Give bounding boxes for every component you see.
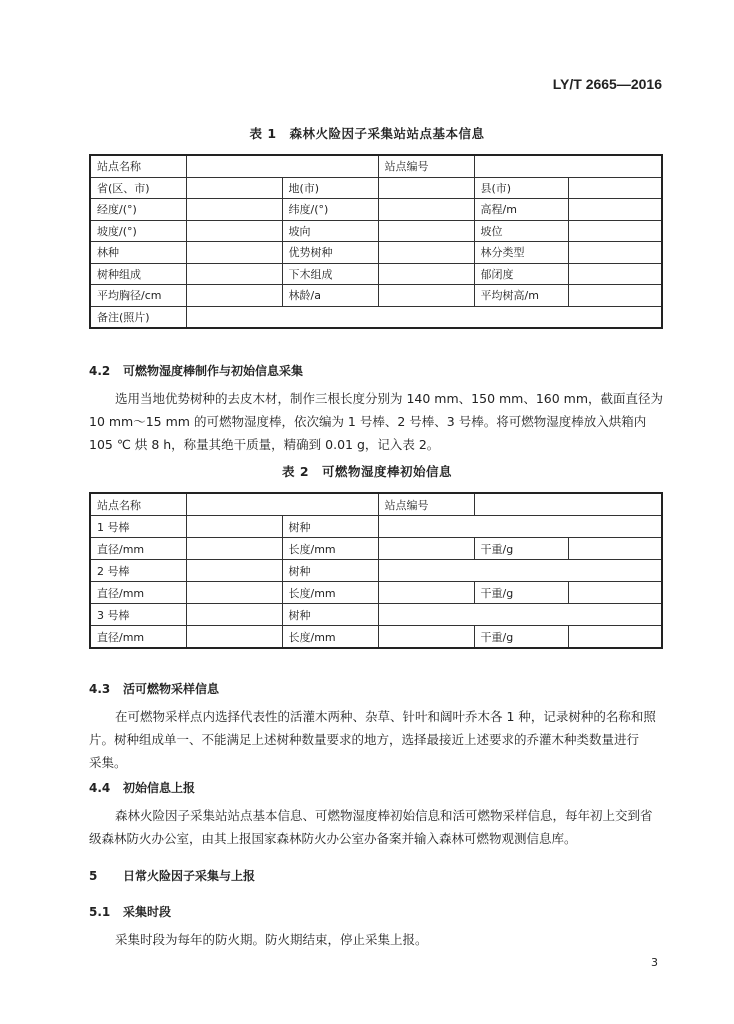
table-cell-label: 干重/g (474, 626, 568, 649)
table-cell-value (186, 516, 282, 538)
section-title: 可燃物湿度棒制作与初始信息采集 (123, 364, 304, 378)
table-cell-value (568, 263, 662, 285)
section-number: 4.4 (89, 781, 111, 795)
table-cell-label: 站点名称 (90, 493, 186, 516)
table-cell-value (378, 177, 474, 199)
table-cell-label: 站点编号 (378, 493, 474, 516)
table-cell-label: 林分类型 (474, 242, 568, 264)
table-cell-label: 树种 (282, 604, 378, 626)
table-row (90, 582, 662, 604)
table-cell-value (378, 516, 662, 538)
table-cell-label: 平均树高/m (474, 285, 568, 307)
table-cell-value (186, 263, 282, 285)
paragraph-5-1 (89, 928, 661, 951)
table-cell-label: 长度/mm (282, 582, 378, 604)
table-cell-label: 直径/mm (90, 538, 186, 560)
table-cell-value (568, 220, 662, 242)
section-title: 日常火险因子采集与上报 (123, 869, 256, 883)
table-row (90, 177, 662, 199)
paragraph-line: 采集。 (89, 755, 127, 770)
table-cell-label: 直径/mm (90, 582, 186, 604)
table-row (90, 306, 662, 328)
table-cell-value (568, 177, 662, 199)
table-cell-label: 地(市) (282, 177, 378, 199)
table-cell-label: 坡度/(°) (90, 220, 186, 242)
table-cell-label: 平均胸径/cm (90, 285, 186, 307)
section-number: 5 (89, 869, 98, 883)
section-number: 4.3 (89, 682, 111, 696)
table-cell-value (568, 538, 662, 560)
table-cell-value (186, 626, 282, 649)
table-cell-label: 1 号棒 (90, 516, 186, 538)
table-row (90, 538, 662, 560)
table-cell-value (568, 242, 662, 264)
table-cell-label: 备注(照片) (90, 306, 186, 328)
table-cell-label: 站点编号 (378, 155, 474, 177)
table-cell-label: 站点名称 (90, 155, 186, 177)
table-cell-value (378, 626, 474, 649)
paragraph-line: 级森林防火办公室，由其上报国家森林防火办公室办备案并输入森林可燃物观测信息库。 (89, 831, 577, 846)
section-heading-4-4 (89, 779, 195, 796)
section-number: 5.1 (89, 905, 111, 919)
table-row (90, 560, 662, 582)
table-cell-label: 坡位 (474, 220, 568, 242)
paragraph-line: 在可燃物采样点内选择代表性的活灌木两种、杂草、针叶和阔叶乔木各 1 种，记录树种的名称和照 (115, 709, 656, 724)
table-cell-value (378, 242, 474, 264)
paragraph-4-3 (89, 705, 661, 774)
table-cell-label: 纬度/(°) (282, 199, 378, 221)
table-row (90, 242, 662, 264)
table-cell-value (568, 199, 662, 221)
table-cell-label: 林种 (90, 242, 186, 264)
table-cell-value (186, 560, 282, 582)
section-title: 初始信息上报 (123, 781, 196, 795)
section-heading-4-2 (89, 362, 303, 379)
table-row (90, 516, 662, 538)
section-heading-4-3 (89, 680, 219, 697)
table-cell-value (378, 263, 474, 285)
paragraph-line: 105 ℃ 烘 8 h，称量其绝干质量，精确到 0.01 g，记入表 2。 (89, 437, 440, 452)
table2-moisture-stick-info (89, 492, 663, 649)
table-cell-value (378, 285, 474, 307)
table-cell-value (378, 220, 474, 242)
table-cell-value (568, 626, 662, 649)
section-title: 活可燃物采样信息 (123, 682, 220, 696)
paragraph-line: 片。树种组成单一、不能满足上述树种数量要求的地方，选择最接近上述要求的乔灌木种类数量进行 (89, 732, 640, 747)
table-cell-value (186, 493, 378, 516)
table-cell-label: 高程/m (474, 199, 568, 221)
table-cell-value (186, 199, 282, 221)
table-cell-label: 长度/mm (282, 626, 378, 649)
section-heading-5 (89, 867, 255, 884)
table-cell-label: 林龄/a (282, 285, 378, 307)
paragraph-4-4 (89, 804, 661, 850)
table-cell-label: 直径/mm (90, 626, 186, 649)
table-cell-value (378, 604, 662, 626)
paragraph-line: 森林火险因子采集站站点基本信息、可燃物湿度棒初始信息和活可燃物采样信息，每年初上交到省 (115, 808, 653, 823)
table-row (90, 220, 662, 242)
table2-caption: 表 2 可燃物湿度棒初始信息 (281, 464, 453, 479)
table-cell-label: 树种 (282, 516, 378, 538)
table-cell-value (186, 538, 282, 560)
table-cell-value (378, 199, 474, 221)
table-cell-value (378, 560, 662, 582)
table-cell-value (186, 242, 282, 264)
page-number: 3 (651, 956, 658, 969)
table-cell-value (568, 285, 662, 307)
table1-site-basic-info (89, 154, 663, 329)
paragraph-4-2 (89, 387, 664, 456)
table-cell-label: 树种组成 (90, 263, 186, 285)
table-row (90, 155, 662, 177)
table-cell-value (186, 155, 378, 177)
table-cell-value (186, 306, 662, 328)
table-row (90, 285, 662, 307)
table-cell-label: 经度/(°) (90, 199, 186, 221)
section-title: 采集时段 (123, 905, 172, 919)
table-cell-label: 2 号棒 (90, 560, 186, 582)
table-row (90, 263, 662, 285)
table-cell-label: 省(区、市) (90, 177, 186, 199)
table-cell-label: 干重/g (474, 582, 568, 604)
section-number: 4.2 (89, 364, 111, 378)
table-row (90, 493, 662, 516)
table-cell-value (186, 220, 282, 242)
standard-code: LY/T 2665—2016 (552, 76, 662, 92)
table-cell-value (186, 177, 282, 199)
table1-caption: 表 1 森林火险因子采集站站点基本信息 (249, 126, 485, 141)
table-row (90, 626, 662, 649)
paragraph-line: 选用当地优势树种的去皮木材，制作三根长度分别为 140 mm、150 mm、160 mm，截面直径为 (115, 391, 664, 406)
table-cell-label: 干重/g (474, 538, 568, 560)
table-cell-value (378, 582, 474, 604)
table-cell-value (378, 538, 474, 560)
table-row (90, 604, 662, 626)
section-heading-5-1 (89, 903, 171, 920)
table-cell-label: 3 号棒 (90, 604, 186, 626)
table-cell-value (186, 285, 282, 307)
table-cell-value (568, 582, 662, 604)
table-row (90, 199, 662, 221)
table-cell-value (474, 155, 662, 177)
table-cell-label: 郁闭度 (474, 263, 568, 285)
paragraph-line: 10 mm～15 mm 的可燃物湿度棒，依次编为 1 号棒、2 号棒、3 号棒。将可燃物湿度棒放入烘箱内 (89, 414, 647, 429)
table-cell-label: 下木组成 (282, 263, 378, 285)
table-cell-value (186, 604, 282, 626)
table-cell-label: 长度/mm (282, 538, 378, 560)
paragraph-line: 采集时段为每年的防火期。防火期结束，停止采集上报。 (115, 932, 428, 947)
table-cell-value (474, 493, 662, 516)
table-cell-label: 坡向 (282, 220, 378, 242)
table-cell-value (186, 582, 282, 604)
table-cell-label: 县(市) (474, 177, 568, 199)
table-cell-label: 树种 (282, 560, 378, 582)
table-cell-label: 优势树种 (282, 242, 378, 264)
